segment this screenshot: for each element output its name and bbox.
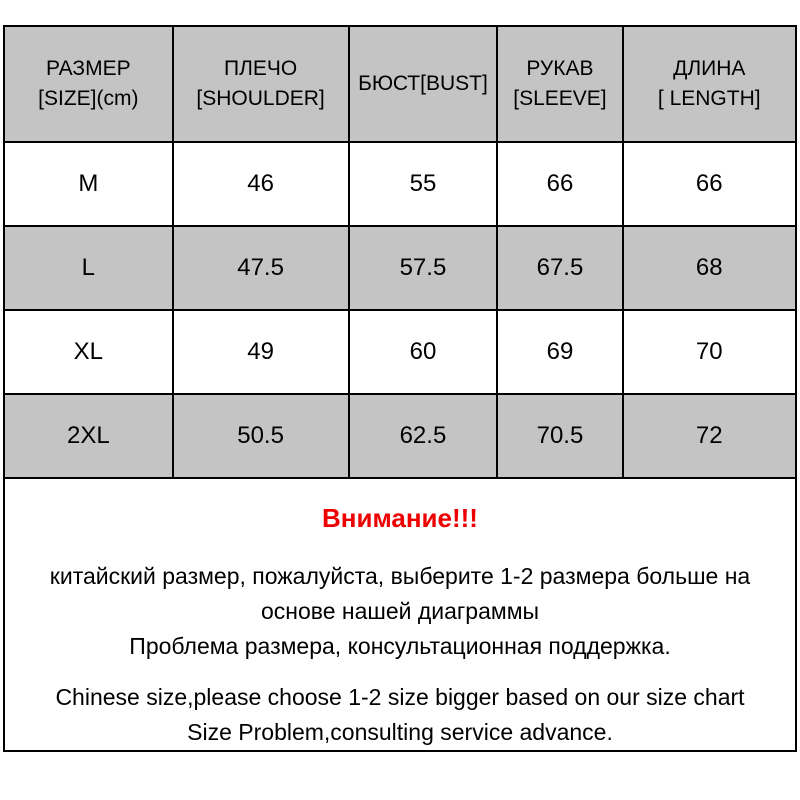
cell-shoulder-xl: 49 <box>173 310 349 394</box>
cell-shoulder-2xl: 50.5 <box>173 394 349 478</box>
cell-length-m: 66 <box>623 142 796 226</box>
header-cell-shoulder <box>173 26 349 142</box>
notice-english-text <box>5 680 795 750</box>
cell-shoulder-l: 47.5 <box>173 226 349 310</box>
notice-ru-sentence-1: китайский размер, пожалуйста, выберите 1-2 размера больше на основе нашей диаграммы <box>49 563 751 624</box>
table-row-l <box>4 226 796 310</box>
header-bust-label: БЮСТ[BUST] <box>358 72 488 95</box>
cell-sleeve-l: 67.5 <box>497 226 622 310</box>
notice-en-sentence-2: Size Problem,consulting service advance. <box>187 719 613 745</box>
attention-notice-box <box>3 477 797 752</box>
cell-bust-l: 57.5 <box>349 226 498 310</box>
cell-bust-m: 55 <box>349 142 498 226</box>
header-cell-sleeve <box>497 26 622 142</box>
table-row-m <box>4 142 796 226</box>
size-table-header-row <box>4 26 796 142</box>
header-size-en: [SIZE](cm) <box>38 87 139 110</box>
header-sleeve-en: [SLEEVE] <box>513 87 607 110</box>
cell-size-xl: XL <box>4 310 173 394</box>
header-sleeve-ru: РУКАВ <box>526 57 594 80</box>
size-table <box>3 25 797 479</box>
cell-length-xl: 70 <box>623 310 796 394</box>
cell-bust-xl: 60 <box>349 310 498 394</box>
header-shoulder-en: [SHOULDER] <box>196 87 325 110</box>
cell-bust-2xl: 62.5 <box>349 394 498 478</box>
header-size-ru: РАЗМЕР <box>46 57 131 80</box>
cell-size-2xl: 2XL <box>4 394 173 478</box>
cell-length-2xl: 72 <box>623 394 796 478</box>
notice-ru-sentence-2: Проблема размера, консультационная поддержка. <box>129 633 671 659</box>
notice-en-sentence-1: Chinese size,please choose 1-2 size bigger based on our size chart <box>55 684 745 710</box>
header-length-en: [ LENGTH] <box>657 87 761 110</box>
cell-shoulder-m: 46 <box>173 142 349 226</box>
table-row-2xl <box>4 394 796 478</box>
cell-sleeve-2xl: 70.5 <box>497 394 622 478</box>
header-cell-length <box>623 26 796 142</box>
attention-title: Внимание!!! <box>322 503 478 533</box>
cell-size-m: M <box>4 142 173 226</box>
cell-length-l: 68 <box>623 226 796 310</box>
table-row-xl <box>4 310 796 394</box>
header-shoulder-ru: ПЛЕЧО <box>223 57 298 80</box>
cell-size-l: L <box>4 226 173 310</box>
cell-sleeve-m: 66 <box>497 142 622 226</box>
cell-sleeve-xl: 69 <box>497 310 622 394</box>
notice-russian-text <box>5 559 795 664</box>
header-cell-size <box>4 26 173 142</box>
header-length-ru: ДЛИНА <box>673 57 746 80</box>
header-cell-bust <box>349 26 498 142</box>
size-chart-sheet <box>3 25 797 752</box>
